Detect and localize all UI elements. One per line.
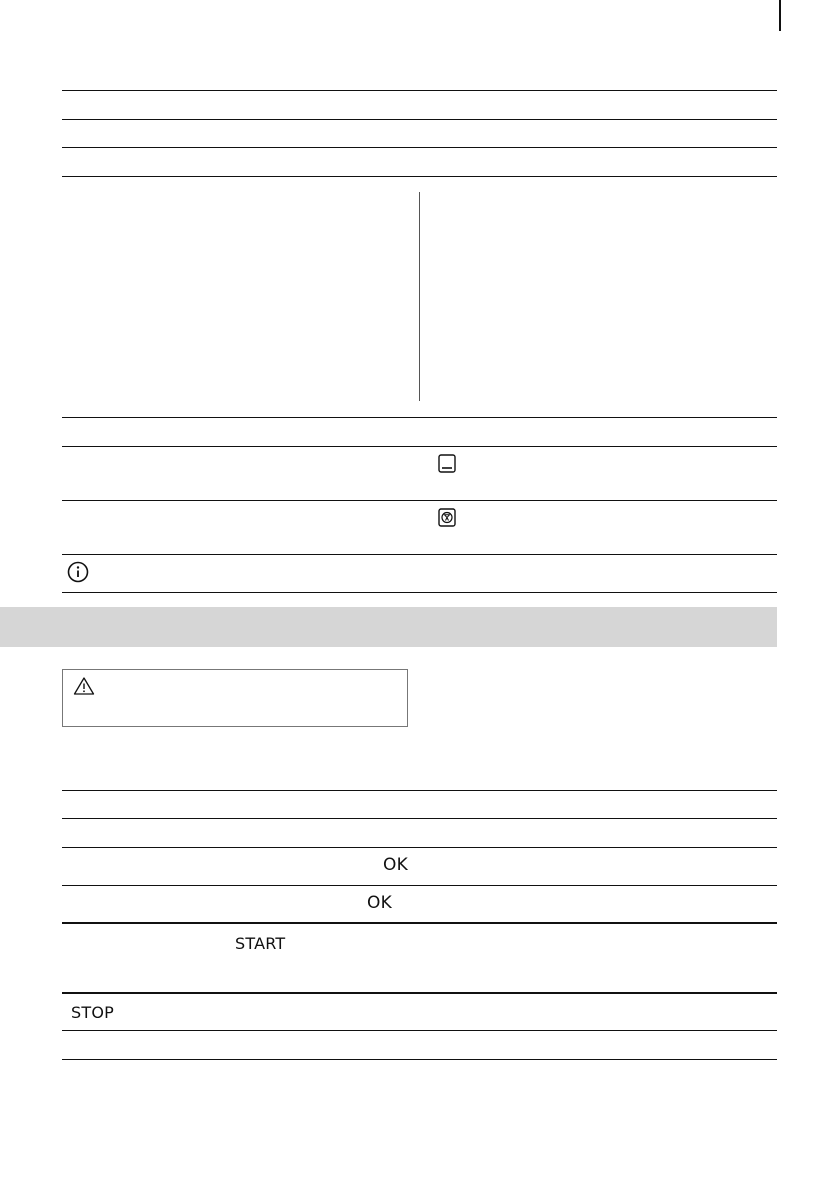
table-row-divider <box>62 119 777 120</box>
table-row-divider <box>62 790 777 791</box>
table-row-divider <box>62 885 777 886</box>
table-row-divider <box>62 417 777 418</box>
table-row-divider <box>62 500 777 501</box>
table-row-divider <box>62 818 777 819</box>
table-row-divider <box>62 1030 777 1031</box>
table-row-divider <box>62 147 777 148</box>
warning-triangle-icon <box>73 676 95 696</box>
table-row-divider <box>62 1059 777 1060</box>
table-row-divider <box>62 446 777 447</box>
table-row-divider <box>62 90 777 91</box>
oven-fan-icon <box>438 508 456 527</box>
oven-bottom-heat-icon <box>438 454 456 473</box>
stop-key-label: STOP <box>71 1003 114 1022</box>
start-key-label: START <box>235 934 286 953</box>
ok-key-label: OK <box>367 893 392 913</box>
table-row-divider <box>62 176 777 177</box>
table-row-divider <box>62 592 777 593</box>
ok-key-label: OK <box>383 855 408 875</box>
column-divider <box>419 192 420 401</box>
table-row-divider <box>62 992 777 994</box>
table-row-divider <box>62 847 777 848</box>
warning-box <box>62 669 408 727</box>
page-corner-mark <box>779 0 781 31</box>
table-row-divider <box>62 554 777 555</box>
section-heading-band <box>0 607 777 647</box>
table-row-divider <box>62 922 777 924</box>
info-icon <box>67 561 89 583</box>
